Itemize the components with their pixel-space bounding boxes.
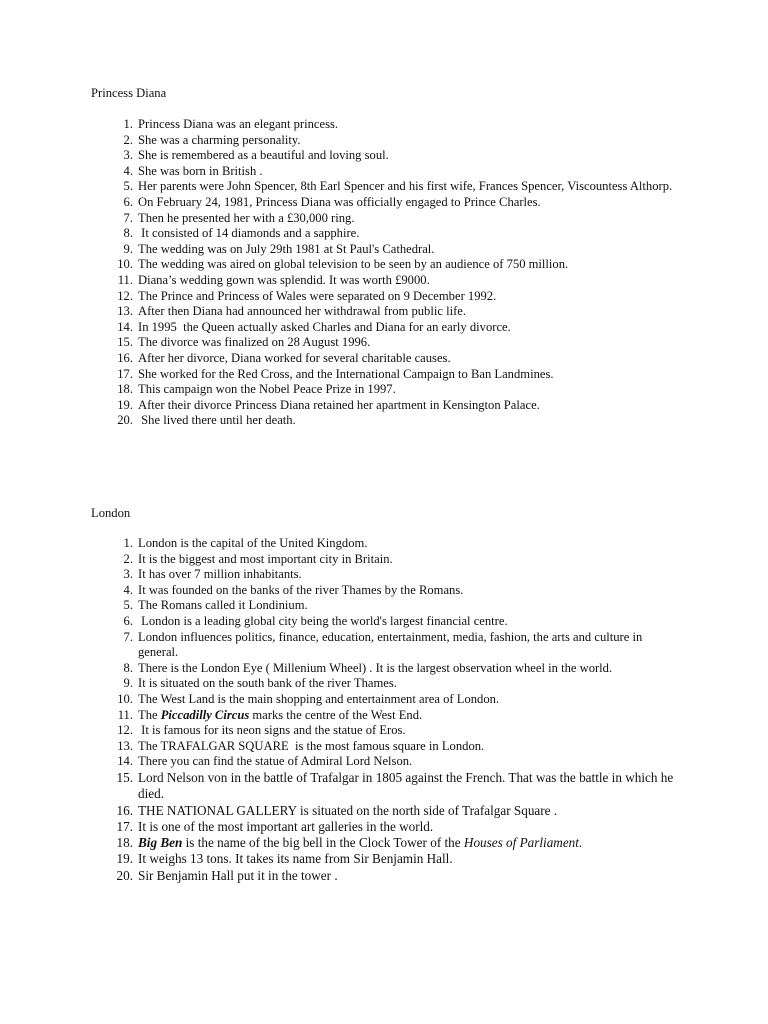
list-item-number: 18. — [117, 382, 133, 397]
list-item-text: In 1995 the Queen actually asked Charles and Diana for an early divorce. — [138, 319, 511, 334]
list-item-text: THE NATIONAL GALLERY is situated on the north side of Trafalgar Square . — [138, 802, 558, 818]
list-item — [0, 692, 680, 708]
list-item-number: 4. — [123, 163, 133, 178]
list-item-number: 15. — [116, 769, 133, 785]
list-item-text: The wedding was aired on global television to be seen by an audience of 750 million. — [138, 257, 569, 272]
list-item-number: 8. — [123, 226, 133, 241]
list-item-text: After her divorce, Diana worked for several charitable causes. — [138, 350, 451, 365]
list-item — [0, 211, 680, 227]
list-item-number: 20. — [117, 413, 133, 428]
list-item-text: It weighs 13 tons. It takes its name from Sir Benjamin Hall. — [138, 851, 453, 867]
list-item — [0, 289, 680, 305]
list-item-text: London is the capital of the United Kingdom. — [138, 536, 368, 550]
list-item-text: She lived there until her death. — [138, 413, 296, 428]
list-item-number: 20. — [116, 867, 133, 883]
list-item-text: Big Ben — [138, 835, 183, 851]
list-princess-diana — [0, 117, 680, 429]
list-item-text: The TRAFALGAR SQUARE is the most famous square in London. — [138, 738, 485, 753]
list-item — [0, 630, 680, 661]
list-item — [0, 398, 680, 414]
list-item-number: 18. — [116, 835, 133, 851]
list-item — [0, 661, 680, 677]
list-item-number: 17. — [117, 366, 133, 381]
list-item — [0, 367, 680, 383]
list-item-number: 19. — [117, 397, 133, 412]
list-item-text: The — [138, 707, 161, 722]
list-item-text: It consisted of 14 diamonds and a sapphire. — [138, 226, 360, 241]
list-item — [0, 273, 680, 289]
list-item — [0, 598, 680, 614]
list-item — [0, 614, 680, 630]
list-item-number: 9. — [123, 241, 133, 256]
list-item-text: She worked for the Red Cross, and the International Campaign to Ban Landmines. — [138, 366, 554, 381]
list-item-text: marks the centre of the West End. — [249, 707, 423, 722]
list-item-number: 1. — [123, 536, 133, 550]
list-item-number: 15. — [117, 335, 133, 350]
list-item-number: 12. — [117, 288, 133, 303]
list-item-number: 3. — [123, 148, 133, 163]
list-item-text: Sir Benjamin Hall put it in the tower . — [138, 867, 338, 883]
list-item-number: 4. — [123, 582, 133, 597]
list-item-text: She was a charming personality. — [138, 132, 301, 147]
list-item-text: She is remembered as a beautiful and loving soul. — [138, 148, 389, 163]
list-item — [0, 676, 680, 692]
list-item — [0, 552, 680, 568]
list-item-text: On February 24, 1981, Princess Diana was officially engaged to Prince Charles. — [138, 194, 541, 209]
list-item-number: 8. — [123, 660, 133, 675]
list-item — [0, 851, 680, 867]
list-item-number: 6. — [123, 613, 133, 628]
list-item-number: 14. — [117, 319, 133, 334]
list-item-text: After then Diana had announced her withdrawal from public life. — [138, 304, 467, 319]
list-item-number: 10. — [117, 691, 133, 706]
list-item — [0, 195, 680, 211]
list-london — [0, 536, 680, 884]
list-item-number: 5. — [123, 598, 133, 613]
list-item-number: 19. — [116, 851, 133, 867]
list-item-number: 10. — [117, 257, 133, 272]
list-item-number: 17. — [116, 818, 133, 834]
list-item-text: It is situated on the south bank of the river Thames. — [138, 676, 397, 691]
list-item-number: 13. — [117, 304, 133, 319]
list-item — [0, 304, 680, 320]
list-item-text: It is the biggest and most important city in Britain. — [138, 551, 393, 566]
list-item-number: 7. — [123, 210, 133, 225]
list-item — [0, 382, 680, 398]
list-item-text: Piccadilly Circus — [160, 707, 250, 722]
list-item-text: It is famous for its neon signs and the statue of Eros. — [138, 723, 406, 738]
list-item — [0, 723, 680, 739]
list-item-text: There is the London Eye ( Millenium Wheel) . It is the largest observation wheel in the world. — [138, 660, 613, 675]
list-item-number: 1. — [123, 117, 133, 131]
list-item-number: 2. — [123, 132, 133, 147]
list-item — [0, 819, 680, 835]
list-item — [0, 536, 680, 552]
list-item-text: is the name of the big bell in the Clock Tower of the — [182, 835, 464, 851]
list-item — [0, 868, 680, 884]
list-item — [0, 242, 680, 258]
list-item-text: Then he presented her with a £30,000 ring. — [138, 210, 355, 225]
list-item-number: 16. — [116, 802, 133, 818]
list-item-text: She was born in British . — [138, 163, 263, 178]
list-item-text: It has over 7 million inhabitants. — [138, 567, 302, 582]
list-item-text: The wedding was on July 29th 1981 at St Paul's Cathedral. — [138, 241, 435, 256]
list-item — [0, 164, 680, 180]
list-item-text: Houses of Parliament. — [463, 835, 583, 851]
list-item — [0, 754, 680, 770]
list-item-text: The Prince and Princess of Wales were separated on 9 December 1992. — [138, 288, 497, 303]
list-item — [0, 335, 680, 351]
list-item-number: 3. — [123, 567, 133, 582]
list-item — [0, 835, 680, 851]
list-item — [0, 320, 680, 336]
list-item — [0, 583, 680, 599]
list-item-text: London influences politics, finance, education, entertainment, media, fashion, the arts and culture in general. — [138, 629, 646, 660]
list-item — [0, 413, 680, 429]
list-item — [0, 770, 680, 803]
list-item-text: Her parents were John Spencer, 8th Earl Spencer and his first wife, Frances Spencer, Viscountess Althorp. — [138, 179, 673, 194]
list-item-text: After their divorce Princess Diana retained her apartment in Kensington Palace. — [138, 397, 540, 412]
list-item-text: Princess Diana was an elegant princess. — [138, 117, 339, 131]
section-title-princess-diana: Princess Diana — [91, 86, 167, 100]
list-item — [0, 708, 680, 724]
list-item — [0, 226, 680, 242]
list-item-number: 2. — [123, 551, 133, 566]
list-item-text: It was founded on the banks of the river Thames by the Romans. — [138, 582, 464, 597]
list-item-number: 5. — [123, 179, 133, 194]
list-item — [0, 179, 680, 195]
list-item-number: 12. — [117, 723, 133, 738]
list-item-number: 13. — [117, 738, 133, 753]
list-item-text: The Romans called it Londinium. — [138, 598, 308, 613]
list-item-number: 14. — [117, 754, 133, 769]
list-item-text: The divorce was finalized on 28 August 1996. — [138, 335, 371, 350]
list-item — [0, 351, 680, 367]
list-item — [0, 148, 680, 164]
list-item-text: It is one of the most important art galleries in the world. — [138, 818, 434, 834]
list-item-text: The West Land is the main shopping and entertainment area of London. — [138, 691, 500, 706]
list-item — [0, 117, 680, 133]
list-item-text: Lord Nelson von in the battle of Trafalgar in 1805 against the French. That was the battle in which he died. — [138, 769, 677, 802]
list-item-number: 11. — [117, 272, 133, 287]
list-item — [0, 133, 680, 149]
list-item-text: London is a leading global city being the world's largest financial centre. — [138, 613, 508, 628]
list-item — [0, 257, 680, 273]
list-item — [0, 739, 680, 755]
list-item-text: This campaign won the Nobel Peace Prize in 1997. — [138, 382, 396, 397]
list-item — [0, 567, 680, 583]
list-item-number: 6. — [123, 194, 133, 209]
section-title-london: London — [91, 506, 131, 520]
list-item-text: There you can find the statue of Admiral Lord Nelson. — [138, 754, 413, 769]
list-item-number: 9. — [123, 676, 133, 691]
list-item-number: 16. — [117, 350, 133, 365]
list-item-number: 11. — [117, 707, 133, 722]
list-item — [0, 803, 680, 819]
list-item-number: 7. — [123, 629, 133, 644]
list-item-text: Diana’s wedding gown was splendid. It was worth £9000. — [138, 272, 430, 287]
